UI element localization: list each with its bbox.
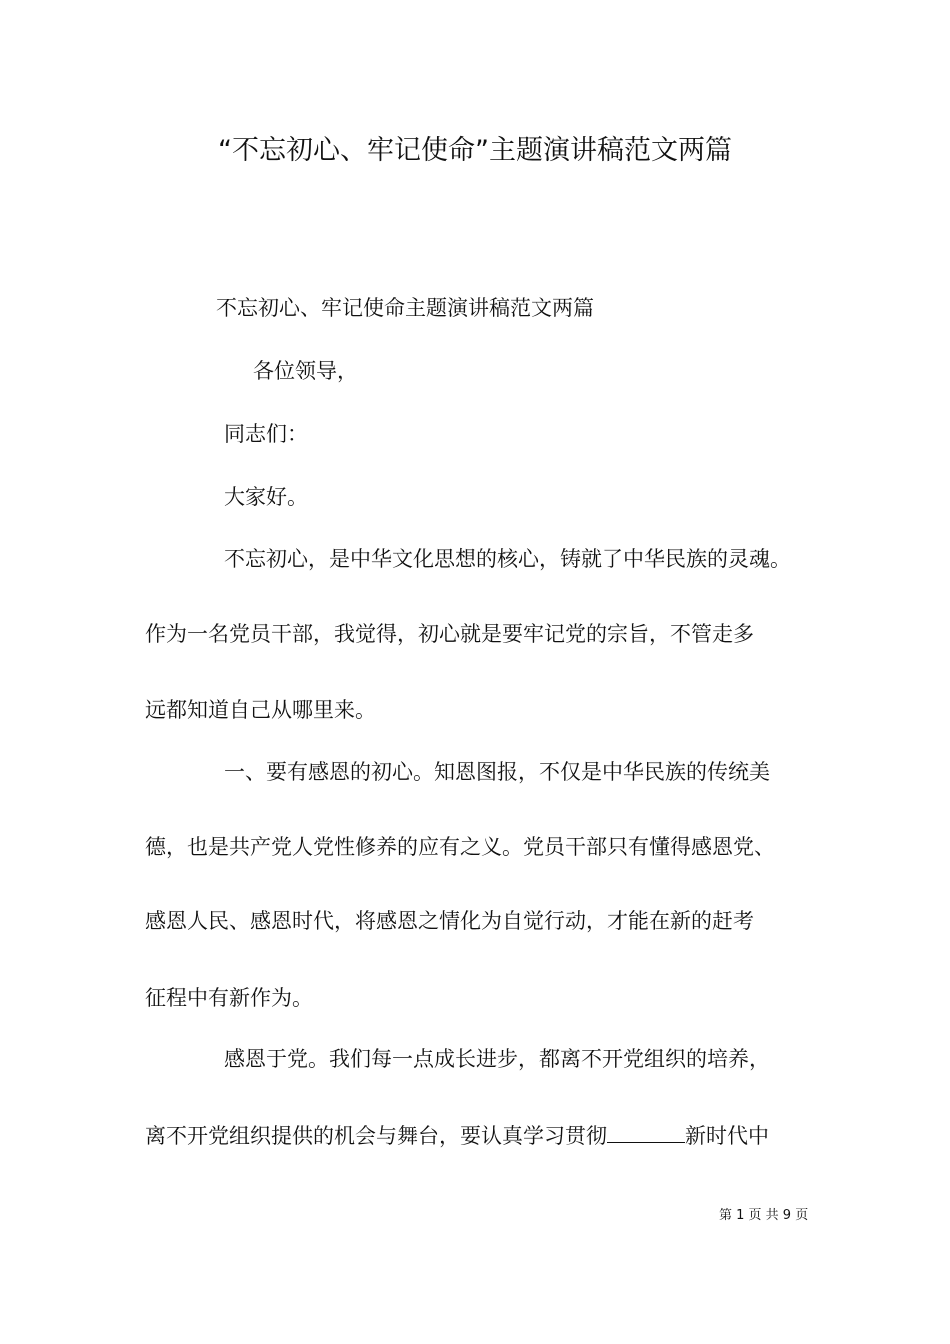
body-line: 远都知道自己从哪里来。 xyxy=(145,698,376,722)
body-line: 感恩于党。我们每一点成长进步，都离不开党组织的培养， xyxy=(224,1047,770,1071)
salutation-leaders: 各位领导， xyxy=(253,359,358,383)
body-text-after-blank: 新时代中 xyxy=(685,1124,769,1148)
body-text-before-blank: 离不开党组织提供的机会与舞台，要认真学习贯彻 xyxy=(145,1124,607,1148)
page-title: “不忘初心、牢记使命”主题演讲稿范文两篇 xyxy=(218,135,732,166)
greeting: 大家好。 xyxy=(224,485,308,509)
body-line: 德，也是共产党人党性修养的应有之义。党员干部只有懂得感恩党、 xyxy=(145,835,775,859)
body-line: 作为一名党员干部，我觉得，初心就是要牢记党的宗旨，不管走多 xyxy=(145,622,754,646)
body-line: 一、要有感恩的初心。知恩图报，不仅是中华民族的传统美 xyxy=(224,760,770,784)
salutation-comrades: 同志们： xyxy=(224,422,308,446)
body-line-with-blank xyxy=(145,1120,769,1151)
page-number: 第 1 页 共 9 页 xyxy=(719,1208,809,1223)
fill-in-blank xyxy=(607,1120,685,1143)
subtitle: 不忘初心、牢记使命主题演讲稿范文两篇 xyxy=(216,296,594,320)
body-line: 征程中有新作为。 xyxy=(145,986,313,1010)
body-line: 感恩人民、感恩时代，将感恩之情化为自觉行动，才能在新的赶考 xyxy=(145,909,754,933)
body-line: 不忘初心，是中华文化思想的核心，铸就了中华民族的灵魂。 xyxy=(224,547,791,571)
